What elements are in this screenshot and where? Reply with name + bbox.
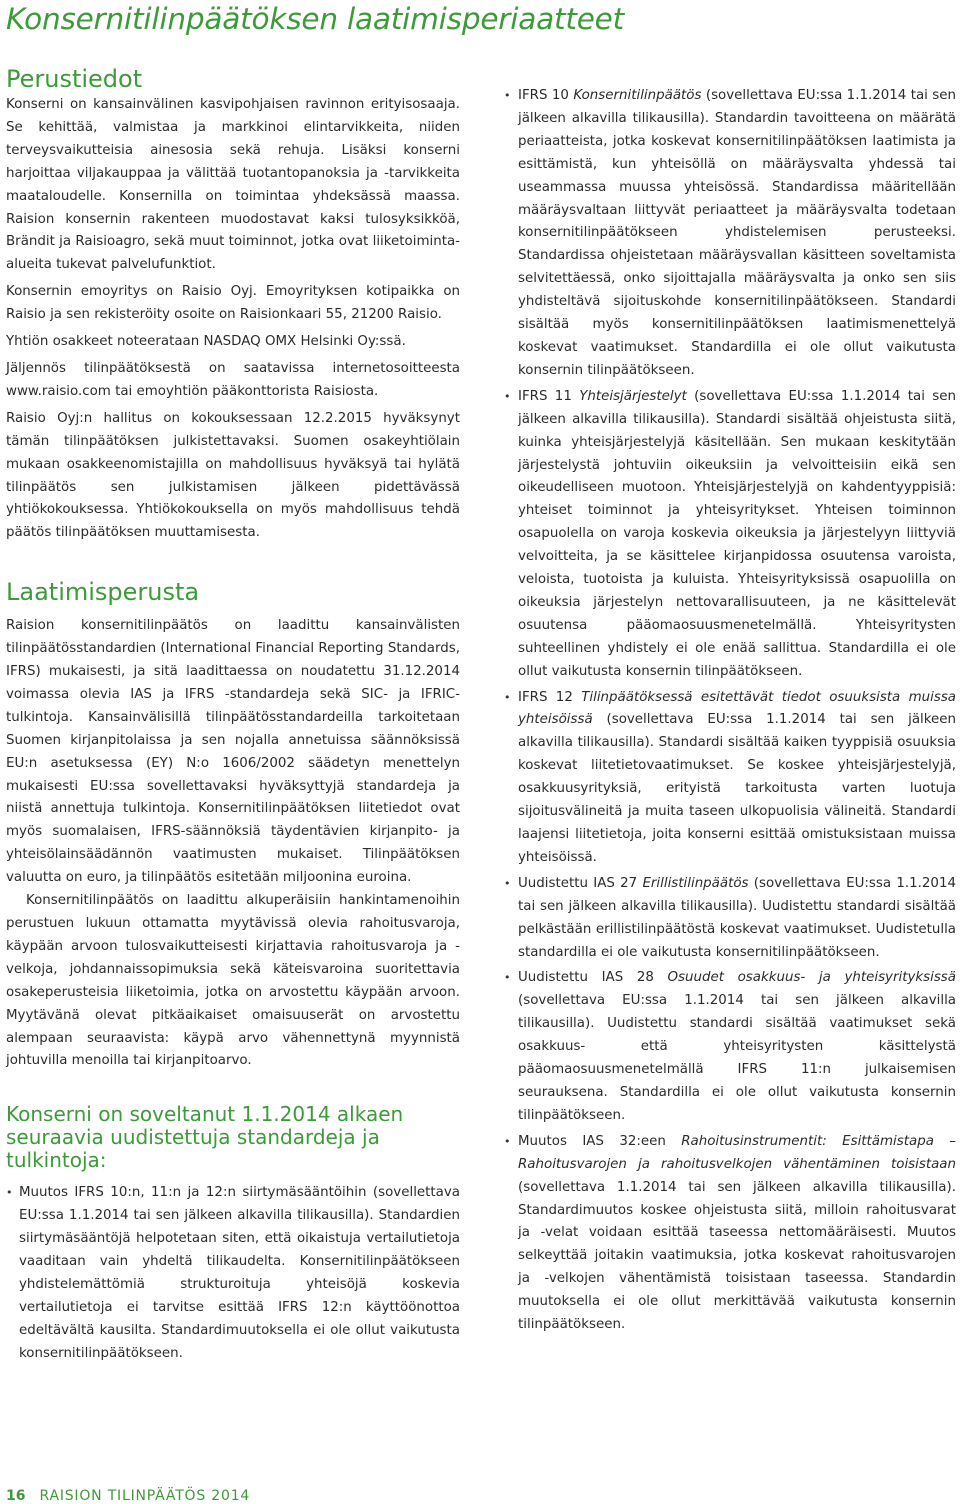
page-title: Konsernitilinpäätöksen laatimisperiaatteet xyxy=(6,2,624,36)
standard-item-ias-27: • Uudistettu IAS 27 Erillistilinpäätös (sovellettava EU:ssa 1.1.2014 tai sen jälkeen alkavilla tilikausilla). Uudistettu standardi sisältää pelkästään erillistilinpäätöstä koskevat vaatimukset. Uudistetulla standardilla ei ole vaikutusta konsernitilinpäätökseen. xyxy=(504,873,956,965)
page-number: 16 xyxy=(6,1488,26,1504)
left-column xyxy=(6,64,460,1366)
page-footer xyxy=(6,1488,250,1504)
perustiedot-paragraph-5: Raisio Oyj:n hallitus on kokouksessaan 12.2.2015 hyväksynyt tämän tilinpäätöksen julkistettavaksi. Suomen osakeyhtiölain mukaan osakkeenomistajilla on mahdollisuus hyväksyä tai hylätä tilinpäätös sen julkistamisen jälkeen pidettävässä yhtiökokouksessa. Yhtiökokouksella on myös mahdollisuus tehdä päätös tilinpäätöksen muuttamisesta. xyxy=(6,410,460,541)
standards-list-right xyxy=(504,85,956,1337)
standard-item-ifrs-11: • IFRS 11 Yhteisjärjestelyt (sovellettava EU:ssa 1.1.2014 tai sen jälkeen alkavilla tilikausilla). Standardi sisältää ohjeistusta siitä, kuinka yhteisjärjestelyjä käsitellään. Sen mukaan keskitytään järjestelystä johtuviin oikeuksiin ja velvoitteisiin eikä sen oikeudelliseen muotoon. Yhteisjärjestelyjä on kahdentyyppisiä: yhteiset toiminnot ja yhteisyritykset. Yhteisen toiminnon osapuolella on varoja koskevia oikeuksia ja järjestelyyn liittyviä velvoitteita, ja se käsittelee kirjanpidossa osuutensa varoista, veloista, tuotoista ja kuluista. Yhteisyrityksissä osapuolilla on oikeuksia järjestelyn nettovarallisuuteen, ja ne käsittelevät osuutensa pääomaosuusmenetelmällä. Yhteisyritysten suhteellinen yhdistely ei ole enää sallittua. Standardilla ei ole ollut vaikutusta konsernin tilinpäätökseen. xyxy=(504,386,956,684)
laatimisperusta-heading: Laatimisperusta xyxy=(6,578,200,607)
perustiedot-paragraph-1: Konserni on kansainvälinen kasvipohjaisen ravinnon erityisosaaja. Se kehittää, valmistaa ja markkinoi elintarvikkeita, niiden terveysvaikutteisia ainesosia sekä rehuja. Lisäksi konserni harjoittaa viljakauppaa ja välittää tuotantopanoksia ja -tarvikkeita maataloudelle. Konsernilla on toimintaa yhdeksässä maassa. Raision konsernin rakenteen muodostavat kaksi tulosyksikköä, Brändit ja Raisioagro, sekä muut toiminnot, jotka ovat liiketoiminta-alueita tukevat palvelufunktiot. xyxy=(6,97,460,273)
standard-name: Konsernitilinpäätös xyxy=(573,88,702,103)
standard-item-ifrs-10-11-12-transition: • Muutos IFRS 10:n, 11:n ja 12:n siirtymäsääntöihin (sovellettava EU:ssa 1.1.2014 tai sen jälkeen alkavilla tilikausilla). Standardien siirtymäsääntöjä helpotetaan siten, että oikaistuja vertailutietoja vaaditaan vain yhdeltä tilikaudelta. Konsernitilinpäätökseen yhdistelemättömiä strukturoituja yhteisöjä koskevia vertailutietoja ei tarvitse esittää IFRS 12:n käyttöönottoa edeltävältä kausilta. Standardimuutoksella ei ole ollut vaikutusta konsernitilinpäätökseen. xyxy=(6,1182,460,1365)
perustiedot-paragraph-4: Jäljennös tilinpäätöksestä on saatavissa internetosoitteesta www.raisio.com tai emoyhtiön pääkonttorista Raisiosta. xyxy=(6,360,460,399)
right-column xyxy=(504,85,956,1340)
standard-name: Rahoitusinstrumentit: Esittämistapa – Rahoitusvarojen ja rahoitusvelkojen vähentäminen toisistaan xyxy=(518,1133,956,1172)
standard-item-ifrs-12: • IFRS 12 Tilinpäätöksessä esitettävät tiedot osuuksista muissa yhteisöissä (sovellettava EU:ssa 1.1.2014 tai sen jälkeen alkavilla tilikausilla). Standardi sisältää kaiken tyyppisiä osuuksia koskevat liitetietovaatimukset. Se koskee yhteisjärjestelyjä, osakkuusyrityksiä, erityistä tarkoitusta varten luotuja sijoitusvälineitä ja muita taseen ulkopuolisia välineitä. Standardi laajensi liitetietoja, joita konserni esittää omistuksistaan muissa yhteisöissä. xyxy=(504,687,956,870)
standard-name: Erillistilinpäätös xyxy=(642,875,749,891)
laatimisperusta-paragraph-1: Raision konsernitilinpäätös on laadittu kansainvälisten tilinpäätösstandardien (International Financial Reporting Standards, IFRS) mukaisesti, ja sitä laadittaessa on noudatettu 31.12.2014 voimassa olevia IAS ja IFRS -standardeja sekä SIC- ja IFRIC-tulkintoja. Kansainvälisillä tilinpäätösstandardeilla tarkoitetaan Suomen kirjanpitolaissa ja sen nojalla annetuissa säännöksissä EU:n asetuksessa (EY) N:o 1606/2002 säädetyn menettelyn mukaisesti EU:ssa sovellettavaksi hyväksyttyjä standardeja ja niistä annettuja tulkintoja. Konsernitilinpäätöksen liitetiedot ovat myös suomalaisen, IFRS-säännöksiä täydentävien kirjanpito- ja yhteisölainsäädännön vaatimusten mukaiset. Tilinpäätöksen valuutta on euro, ja tilinpäätös esitetään miljoonina euroina. xyxy=(6,618,460,886)
standards-list-left xyxy=(6,1182,460,1365)
laatimisperusta-paragraph-2: Konsernitilinpäätös on laadittu alkuperäisiin hankintamenoihin perustuen lukuun ottamatta myytävissä olevia rahoitusvaroja, käypään arvoon tulosvaikutteisesti kirjattavia rahoitusvaroja ja -velkoja, johdannaissopimuksia sekä käteisvaroina suoritettavia osakeperusteisia liiketoimia, jotka on arvostettu käypään arvoon. Myytävänä olevat pitkäaikaiset omaisuuserät on arvostettu alempaan seuraavista: käypä arvo vähennettynä myynnistä johtuvilla menoilla tai kirjanpitoarvo. xyxy=(6,893,460,1069)
standard-name: Osuudet osakkuus- ja yhteisyrityksissä xyxy=(667,970,956,986)
standard-item-ias-32: • Muutos IAS 32:een Rahoitusinstrumentit: Esittämistapa – Rahoitusvarojen ja rahoitusvelkojen vähentäminen toisistaan (sovellettava 1.1.2014 tai sen jälkeen alkavilla tilikausilla). Standardimuutos koskee ohjeistusta siitä, milloin rahoitusvarat ja -velat voidaan esittää taseessa nettomääräisesti. Muutos selkeyttää joitakin vaatimuksia, jotka koskevat rahoitusvarojen ja -velkojen vähentämistä toisistaan taseessa. Standardin muutoksella ei ole ollut merkittävää vaikutusta konsernin tilinpäätökseen. xyxy=(504,1131,956,1337)
perustiedot-paragraph-3: Yhtiön osakkeet noteerataan NASDAQ OMX Helsinki Oy:ssä. xyxy=(6,334,406,350)
standard-name: Tilinpäätöksessä esitettävät tiedot osuuksista muissa yhteisöissä xyxy=(518,689,957,728)
perustiedot-paragraph-2: Konsernin emoyritys on Raisio Oyj. Emoyrityksen kotipaikka on Raisio ja sen rekisteröity osoite on Raisionkaari 55, 21200 Raisio. xyxy=(6,284,460,323)
publication-name: RAISION TILINPÄÄTÖS 2014 xyxy=(39,1488,251,1504)
standard-item-ifrs-10: • IFRS 10 Konsernitilinpäätös (sovellettava EU:ssa 1.1.2014 tai sen jälkeen alkavilla tilikausilla). Standardin tavoitteena on määrätä periaatteista, jotka koskevat konsernitilinpäätöksen laatimista ja esittämistä, kun yhteisöllä on määräysvalta yhdessä tai useammassa muussa yhteisössä. Standardissa määritellään määräysvaltaan liittyvät periaatteet ja määräysvalta todetaan konsernitilinpäätökseen yhdistelemisen perusteeksi. Standardissa ohjeistetaan määräysvallan käsitteen soveltamista selvitettäessä, onko sijoittajalla määräysvalta ja onko sen siis yhdisteltävä sijoituskohde konsernitilinpäätökseen. Standardi sisältää myös konsernitilinpäätöksen laatimismenettelyä koskevat vaatimukset. Standardilla ei ole ollut vaikutusta konsernin tilinpäätökseen. xyxy=(504,85,956,383)
standard-name: Yhteisjärjestelyt xyxy=(579,388,687,404)
perustiedot-heading: Perustiedot xyxy=(6,65,143,93)
standards-heading: Konserni on soveltanut 1.1.2014 alkaen seuraavia uudistettuja standardeja ja tulkintoja: xyxy=(6,1102,404,1173)
standard-item-ias-28: • Uudistettu IAS 28 Osuudet osakkuus- ja yhteisyrityksissä (sovellettava EU:ssa 1.1.2014 tai sen jälkeen alkavilla tilikausilla). Uudistettu standardi sisältää vaatimukset sekä osakkuus- että yhteisyritysten käsittelystä pääomaosuusmenetelmällä IFRS 11:n julkaisemisen seurauksena. Standardilla ei ole ollut vaikutusta konsernin tilinpäätökseen. xyxy=(504,967,956,1127)
